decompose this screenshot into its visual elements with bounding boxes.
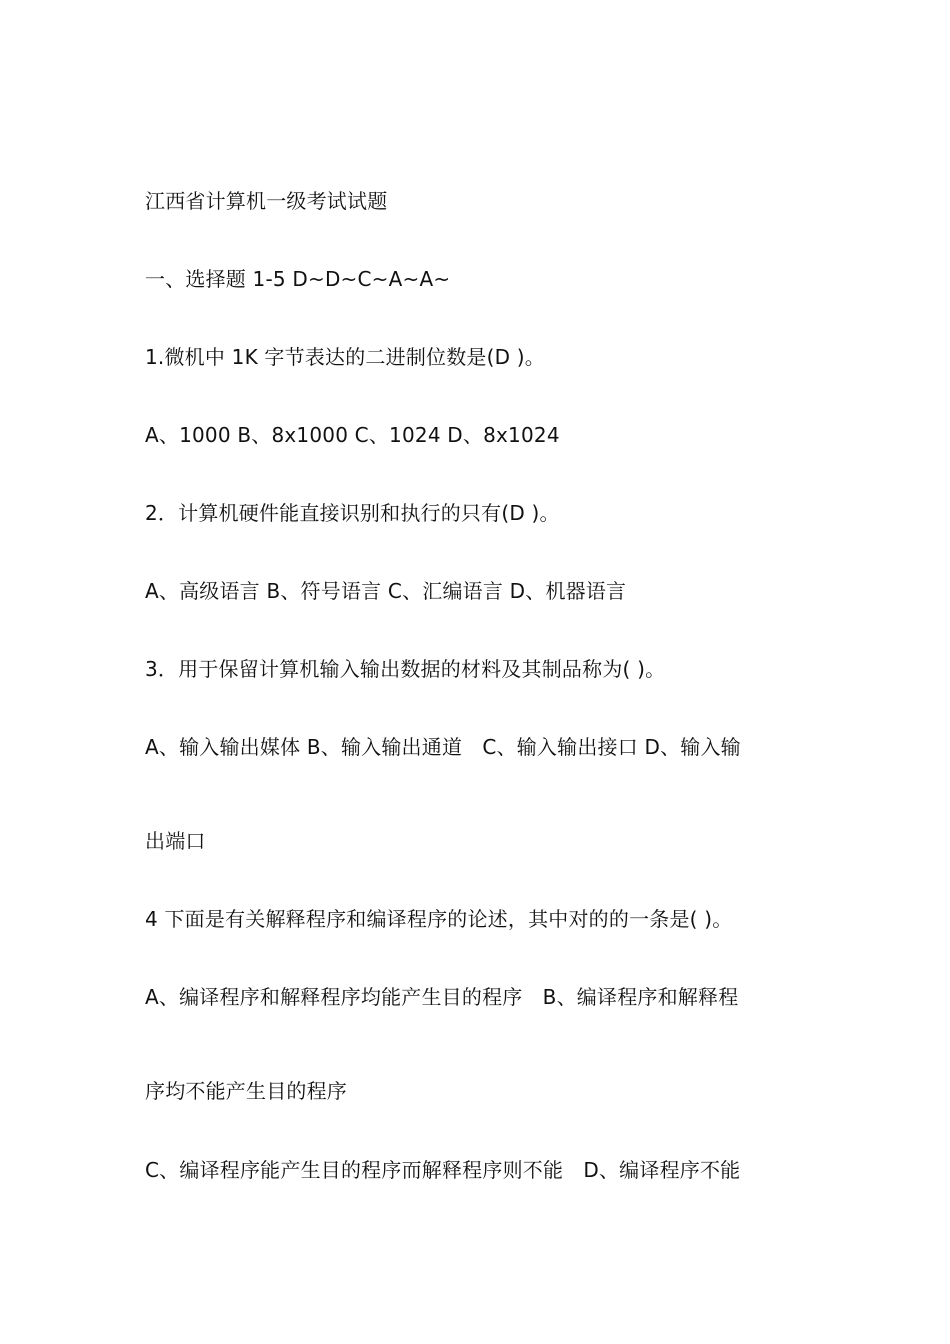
question-2-options: A、高级语言 B、符号语言 C、汇编语言 D、机器语言	[145, 579, 627, 603]
question-3-options-line-2: 出端口	[145, 829, 206, 853]
question-4-options-line-2: 序均不能产生目的程序	[145, 1079, 347, 1103]
question-3-options-line-1: A、输入输出媒体 B、输入输出通道 C、输入输出接口 D、输入输	[145, 735, 741, 759]
question-1-stem: 1.微机中 1K 字节表达的二进制位数是(D )。	[145, 345, 545, 369]
question-1-options: A、1000 B、8x1000 C、1024 D、8x1024	[145, 423, 560, 447]
question-2-stem: 2．计算机硬件能直接识别和执行的只有(D )。	[145, 501, 560, 525]
question-4-options-line-1: A、编译程序和解释程序均能产生目的程序 B、编译程序和解释程	[145, 985, 739, 1009]
document-title: 江西省计算机一级考试试题	[145, 189, 388, 213]
question-3-stem: 3．用于保留计算机输入输出数据的材料及其制品称为( )。	[145, 657, 666, 681]
question-4-options-line-3: C、编译程序能产生目的程序而解释程序则不能 D、编译程序不能	[145, 1158, 741, 1182]
section-heading: 一、选择题 1-5 D~D~C~A~A~	[145, 267, 451, 291]
question-4-stem: 4 下面是有关解释程序和编译程序的论述，其中对的的一条是( )。	[145, 907, 733, 931]
